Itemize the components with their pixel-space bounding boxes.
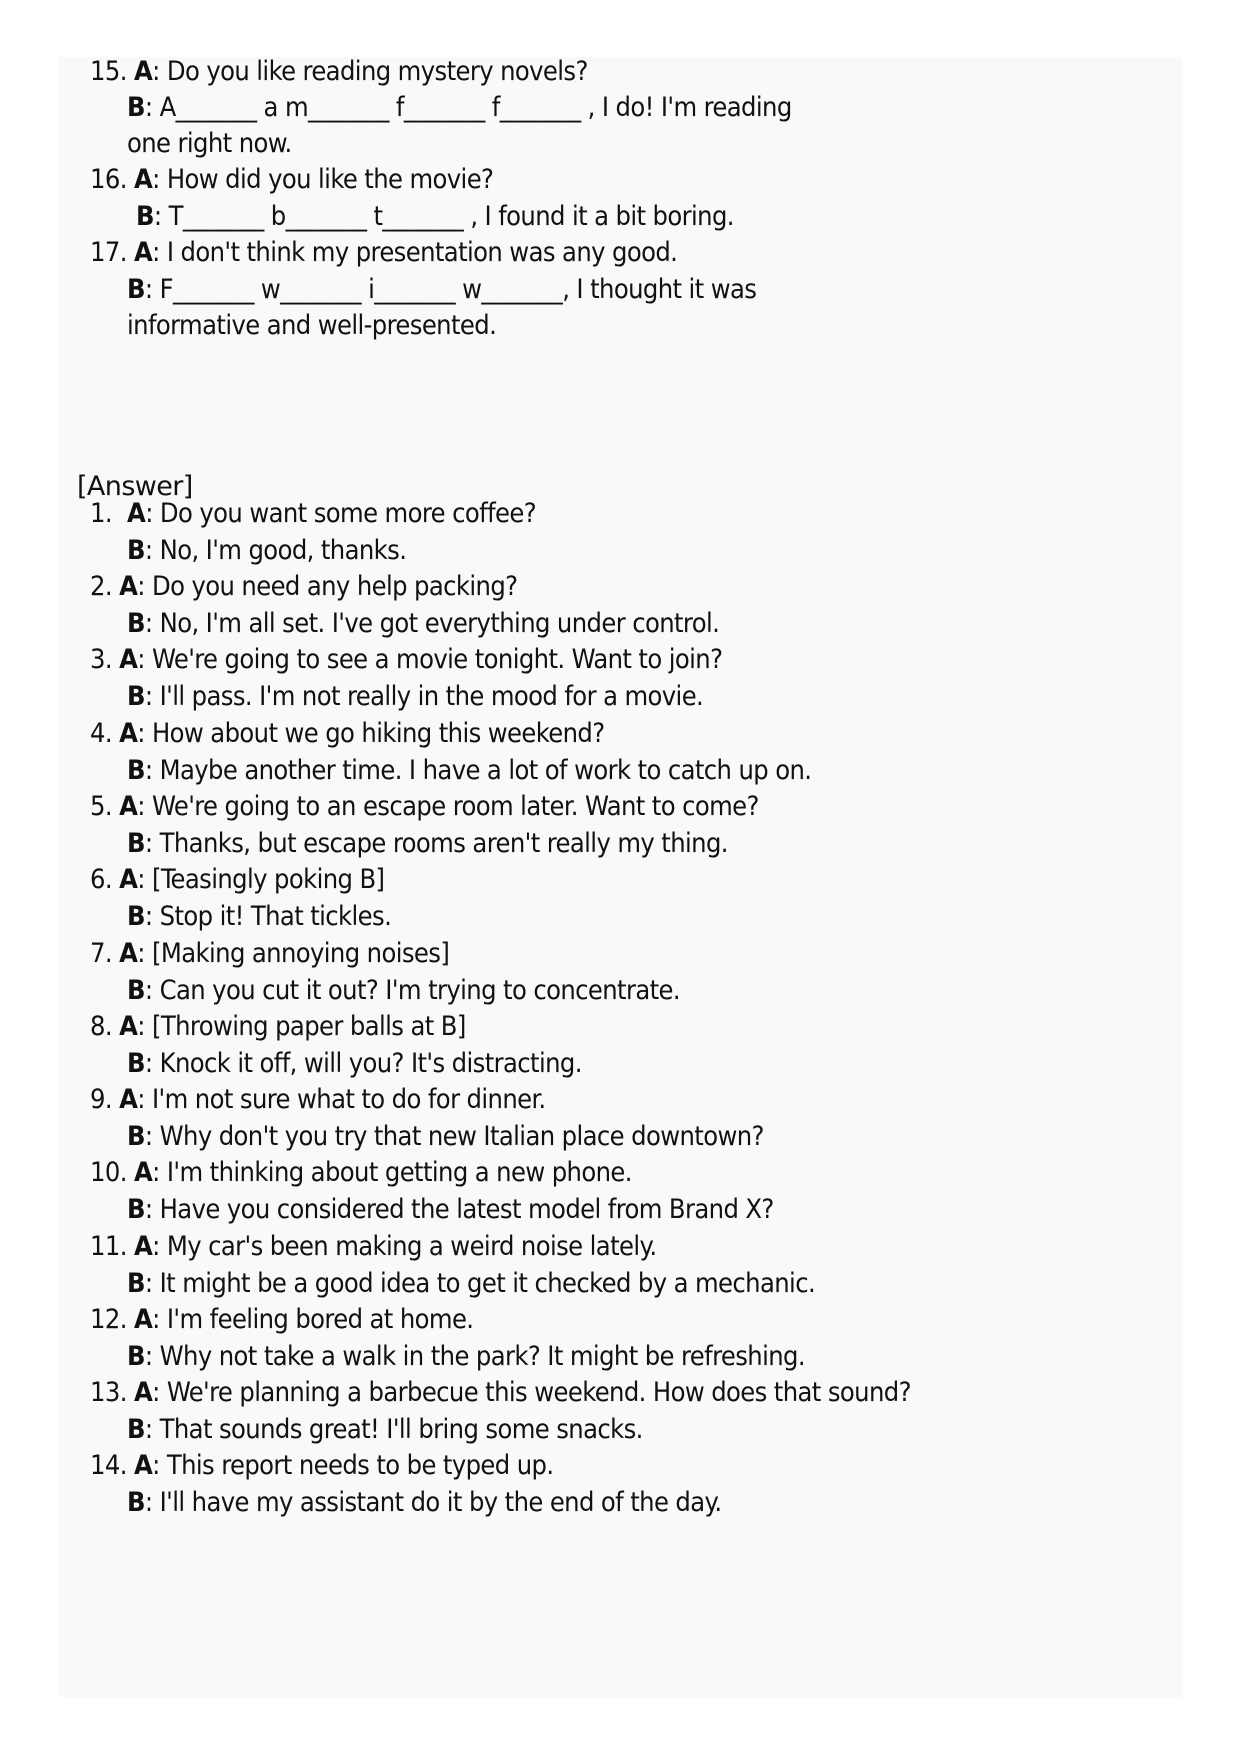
answer-item-b-line: B: I'll have my assistant do it by the end of the day.: [127, 1487, 722, 1518]
speaker-b-text: F_______ w_______ i_______ w_______, I thought it was: [159, 274, 757, 305]
answer-item-b-line: B: Can you cut it out? I'm trying to concentrate.: [127, 975, 681, 1006]
item-number: 6.: [90, 864, 112, 895]
answer-item-a-line: 7. A: [Making annoying noises]: [90, 934, 449, 974]
speaker-b-label: B: [127, 608, 145, 639]
exercise-item-b-continuation: [127, 306, 496, 346]
item-number: 9.: [90, 1084, 112, 1115]
speaker-b-text: Why don't you try that new Italian place downtown?: [159, 1121, 764, 1152]
speaker-a-text: We're planning a barbecue this weekend. How does that sound?: [166, 1377, 911, 1408]
speaker-a-label: A: [133, 1157, 153, 1188]
item-number: 13.: [90, 1377, 127, 1408]
speaker-b-text: I'll have my assistant do it by the end of the day.: [159, 1487, 722, 1518]
answer-item-a-line: 14. A: This report needs to be typed up.: [90, 1446, 553, 1486]
answer-item-a-line: 6. A: [Teasingly poking B]: [90, 860, 384, 900]
exercise-item-b-line: B: A_______ a m_______ f_______ f_______ , I do! I'm reading: [127, 92, 792, 123]
speaker-b-label: B: [127, 1341, 145, 1372]
item-number: 10.: [90, 1157, 127, 1188]
speaker-b-text: Knock it off, will you? It's distracting.: [159, 1048, 582, 1079]
answer-item-b-line: B: Thanks, but escape rooms aren't really my thing.: [127, 828, 728, 859]
speaker-a-label: A: [133, 1231, 153, 1262]
speaker-b-text: It might be a good idea to get it checked by a mechanic.: [159, 1268, 816, 1299]
answer-heading: [Answer]: [77, 471, 193, 502]
speaker-a-text: We're going to an escape room later. Want to come?: [152, 791, 759, 822]
speaker-b-text: Maybe another time. I have a lot of work to catch up on.: [159, 755, 812, 786]
speaker-b-label: B: [127, 1268, 145, 1299]
speaker-b-label: B: [136, 201, 154, 232]
speaker-b-text: Thanks, but escape rooms aren't really my thing.: [159, 828, 728, 859]
speaker-a-text: Do you need any help packing?: [152, 571, 518, 602]
speaker-a-text: [Throwing paper balls at B]: [152, 1011, 466, 1042]
answer-item-b-line: B: Why not take a walk in the park? It might be refreshing.: [127, 1341, 805, 1372]
item-number: 2.: [90, 571, 112, 602]
answer-item-b-line: B: Stop it! That tickles.: [127, 901, 392, 932]
speaker-a-label: A: [133, 1377, 153, 1408]
speaker-b-label: B: [127, 755, 145, 786]
answer-item-a-line: 4. A: How about we go hiking this weekend?: [90, 714, 605, 754]
speaker-a-label: A: [119, 718, 138, 749]
speaker-a-text: How did you like the movie?: [166, 164, 494, 195]
answer-item-b-line: B: I'll pass. I'm not really in the mood for a movie.: [127, 681, 704, 712]
exercise-item-a-line: 15. A: Do you like reading mystery novels?: [90, 52, 588, 92]
item-number: 15.: [90, 56, 127, 87]
speaker-b-text: T_______ b_______ t_______ , I found it a bit boring.: [168, 201, 734, 232]
answer-item-b-line: B: Knock it off, will you? It's distracting.: [127, 1048, 582, 1079]
document-page: [58, 57, 1183, 1697]
speaker-b-label: B: [127, 681, 145, 712]
answer-item-b-line: B: Maybe another time. I have a lot of work to catch up on.: [127, 755, 812, 786]
answer-item-a-line: 3. A: We're going to see a movie tonight. Want to join?: [90, 640, 722, 680]
speaker-b-label: B: [127, 1048, 145, 1079]
speaker-a-text: I'm thinking about getting a new phone.: [166, 1157, 632, 1188]
speaker-b-text: That sounds great! I'll bring some snacks.: [159, 1414, 643, 1445]
speaker-b-text: Why not take a walk in the park? It might be refreshing.: [159, 1341, 805, 1372]
speaker-b-text: I'll pass. I'm not really in the mood for a movie.: [159, 681, 704, 712]
answer-item-a-line: 8. A: [Throwing paper balls at B]: [90, 1007, 466, 1047]
speaker-b-text: A_______ a m_______ f_______ f_______ , I do! I'm reading: [159, 92, 792, 123]
answer-item-a-line: 11. A: My car's been making a weird noise lately.: [90, 1227, 657, 1267]
exercise-item-a-line: 17. A: I don't think my presentation was any good.: [90, 233, 677, 273]
item-number: 16.: [90, 164, 127, 195]
answer-item-b-line: B: It might be a good idea to get it checked by a mechanic.: [127, 1268, 816, 1299]
speaker-b-label: B: [127, 1487, 145, 1518]
exercise-item-b-line: B: F_______ w_______ i_______ w_______, I thought it was: [127, 274, 757, 305]
answer-item-b-line: B: Why don't you try that new Italian place downtown?: [127, 1121, 764, 1152]
item-number: 4.: [90, 718, 112, 749]
speaker-b-label: B: [127, 535, 145, 566]
speaker-a-text: I don't think my presentation was any good.: [166, 237, 678, 268]
item-number: 3.: [90, 644, 112, 675]
speaker-a-label: A: [119, 791, 138, 822]
item-number: 5.: [90, 791, 112, 822]
speaker-a-text: My car's been making a weird noise lately.: [166, 1231, 657, 1262]
answer-item-a-line: 5. A: We're going to an escape room later. Want to come?: [90, 787, 759, 827]
answer-item-b-line: B: That sounds great! I'll bring some snacks.: [127, 1414, 643, 1445]
speaker-b-label: B: [127, 1414, 145, 1445]
speaker-a-text: Do you want some more coffee?: [159, 498, 537, 529]
speaker-b-text: No, I'm good, thanks.: [159, 535, 407, 566]
speaker-b-label: B: [127, 975, 145, 1006]
speaker-a-text: I'm feeling bored at home.: [166, 1304, 474, 1335]
speaker-b-label: B: [127, 1194, 145, 1225]
exercise-item-b-line: B: T_______ b_______ t_______ , I found it a bit boring.: [136, 201, 734, 232]
item-number: 12.: [90, 1304, 127, 1335]
item-number: 17.: [90, 237, 127, 268]
speaker-a-label: A: [133, 1450, 153, 1481]
speaker-b-label: B: [127, 901, 145, 932]
item-number: 14.: [90, 1450, 127, 1481]
speaker-b-text: Have you considered the latest model from Brand X?: [159, 1194, 774, 1225]
answer-item-a-line: 13. A: We're planning a barbecue this weekend. How does that sound?: [90, 1373, 911, 1413]
item-number: 11.: [90, 1231, 127, 1262]
item-number: 7.: [90, 938, 112, 969]
speaker-a-text: [Teasingly poking B]: [152, 864, 385, 895]
speaker-a-label: A: [119, 864, 138, 895]
item-number: 8.: [90, 1011, 112, 1042]
speaker-a-label: A: [119, 938, 138, 969]
speaker-a-text: I'm not sure what to do for dinner.: [152, 1084, 546, 1115]
speaker-b-label: B: [127, 1121, 145, 1152]
speaker-a-label: A: [119, 1011, 138, 1042]
answer-item-a-line: 1. A: Do you want some more coffee?: [90, 494, 536, 534]
speaker-a-label: A: [119, 1084, 138, 1115]
speaker-a-label: A: [119, 644, 138, 675]
speaker-a-text: [Making annoying noises]: [152, 938, 450, 969]
speaker-b-label: B: [127, 92, 145, 123]
speaker-b-text: No, I'm all set. I've got everything under control.: [159, 608, 720, 639]
speaker-a-text: We're going to see a movie tonight. Want to join?: [152, 644, 723, 675]
speaker-b-label: B: [127, 828, 145, 859]
speaker-b-text: Stop it! That tickles.: [159, 901, 392, 932]
speaker-a-label: A: [119, 571, 138, 602]
speaker-b-text-continuation: one right now.: [127, 128, 292, 159]
answer-item-a-line: 2. A: Do you need any help packing?: [90, 567, 517, 607]
speaker-a-label: A: [133, 237, 153, 268]
speaker-b-text-continuation: informative and well-presented.: [127, 310, 497, 341]
speaker-b-label: B: [127, 274, 145, 305]
speaker-a-text: How about we go hiking this weekend?: [152, 718, 605, 749]
speaker-a-text: Do you like reading mystery novels?: [166, 56, 588, 87]
speaker-a-label: A: [133, 56, 153, 87]
exercise-item-b-continuation: [127, 124, 292, 164]
speaker-a-label: A: [127, 498, 146, 529]
answer-item-b-line: B: No, I'm good, thanks.: [127, 535, 407, 566]
item-number: 1.: [90, 498, 112, 529]
answer-item-a-line: 10. A: I'm thinking about getting a new phone.: [90, 1153, 632, 1193]
speaker-a-label: A: [133, 164, 153, 195]
speaker-a-text: This report needs to be typed up.: [166, 1450, 554, 1481]
exercise-item-a-line: 16. A: How did you like the movie?: [90, 160, 493, 200]
speaker-b-text: Can you cut it out? I'm trying to concentrate.: [159, 975, 681, 1006]
speaker-a-label: A: [133, 1304, 153, 1335]
answer-item-b-line: B: Have you considered the latest model from Brand X?: [127, 1194, 774, 1225]
answer-item-a-line: 12. A: I'm feeling bored at home.: [90, 1300, 473, 1340]
answer-item-a-line: 9. A: I'm not sure what to do for dinner.: [90, 1080, 546, 1120]
answer-item-b-line: B: No, I'm all set. I've got everything under control.: [127, 608, 720, 639]
